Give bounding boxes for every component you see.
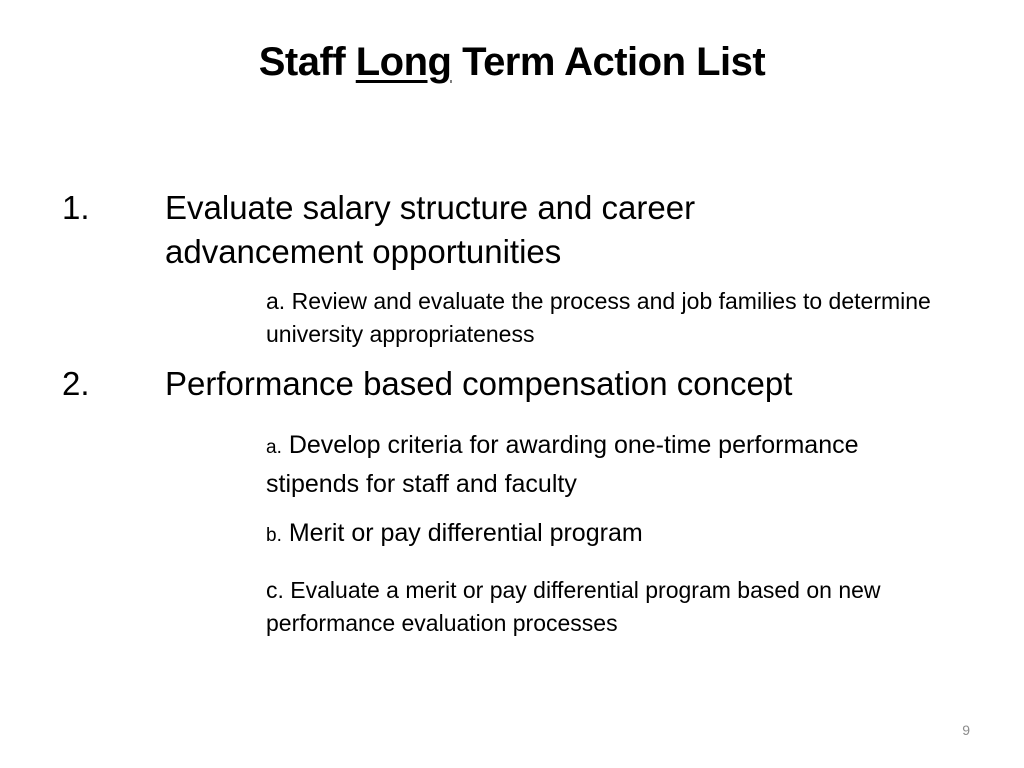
sub-item-2a: [266, 427, 866, 503]
title-text-underlined: Long: [355, 40, 452, 84]
sub-item-2b: [266, 515, 966, 554]
sub-item-2c: [266, 574, 946, 640]
sub-item-marker: a.: [266, 437, 282, 458]
sub-item-text: Develop criteria for awarding one-time performance stipends for staff and faculty: [266, 431, 859, 498]
sub-item-marker: c.: [266, 577, 284, 603]
list-item-text: Performance based compensation concept: [165, 365, 793, 402]
sub-item-marker: a.: [266, 288, 286, 314]
sub-item-text: Merit or pay differential program: [288, 519, 643, 547]
title-text-after: Term Action List: [451, 40, 766, 84]
list-item-number: 2.: [62, 365, 90, 402]
sub-item-text: Evaluate a merit or pay differential program based on new performance evaluation processes: [266, 577, 881, 636]
page-number: 9: [962, 722, 970, 738]
sub-item-text: Review and evaluate the process and job families to determine university appropriateness: [266, 288, 931, 347]
title-text-before: Staff: [258, 40, 356, 84]
sub-item-marker: b.: [266, 525, 282, 546]
sub-item-1a: [266, 285, 966, 351]
list-item-number: 1.: [62, 189, 90, 226]
list-item-text: Evaluate salary structure and career advancement opportunities: [165, 189, 696, 270]
slide-title: [0, 36, 1024, 88]
